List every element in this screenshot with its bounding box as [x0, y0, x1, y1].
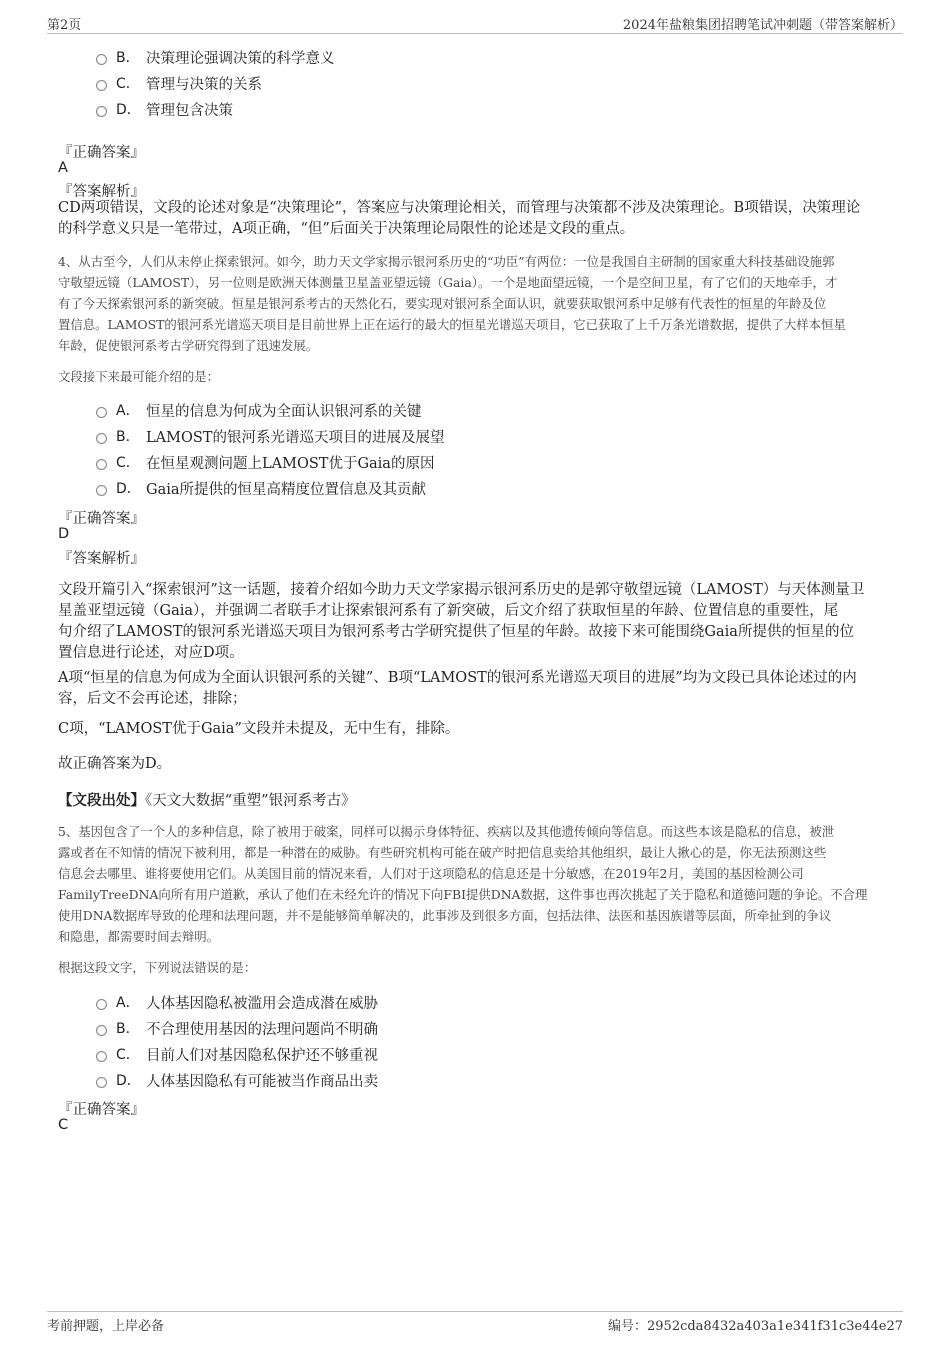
option-q4-c[interactable]: C． 在恒星观测问题上LAMOST优于Gaia的原因: [96, 450, 434, 474]
page-number: 第2页: [47, 18, 82, 33]
q4-answer: D: [58, 526, 70, 542]
document-title: 2024年盐粮集团招聘笔试冲刺题（带答案解析）: [622, 18, 903, 33]
q5-answer-label: 『正确答案』: [58, 1102, 145, 1118]
q4-stem: 4、从古至今，人们从未停止探索银河。如今，助力天文学家揭示银河系历史的“功臣”有两位：一位是我国自主研制的国家重大科技基础设施郭 守敬望远镜（LAMOST），另一位则是欧洲天体测量卫星盖亚望远镜（Gaia）。一个是地面望远镜，一个是空间卫星，有了它们的天地牵手，才 有了今天探索银河系的新突破。恒星是银河系考古的天然化石，要实现对银河系全面认识，就要获取银河系中足够有代表性的恒星的年龄及位 置信息。LAMOST的银河系光谱巡天项目是目前世界上正在运行的最大的恒星光谱巡天项目，它已获取了上千万条光谱数据，提供了大样本恒星 年龄，促使银河系考古学研究得到了迅速发展。: [58, 254, 846, 353]
q5-stem: 5、基因包含了一个人的多种信息，除了被用于破案，同样可以揭示身体特征、疾病以及其他遗传倾向等信息。而这些本该是隐私的信息，被泄 露或者在不知情的情况下被利用，都是一种潜在的威胁。有些研究机构可能在破产时把信息卖给其他组织，最让人揪心的是，你无法预测这些 信息会去哪里、谁将要使用它们。从美国目前的情况来看，人们对于这项隐私的信息还是十分敏感，在2019年2月，美国的基因检测公司 FamilyTreeDNA向所有用户道歉，承认了他们在未经允许的情况下向FBI提供DNA数据，这件事也再次挑起了关于隐私和道德问题的争论。不合理 使用DNA数据库导致的伦理和法理问题，并不是能够简单解决的，此事涉及到很多方面，包括法律、法医和基因族谱等层面，所牵扯到的争议 和隐患，都需要时间去辩明。: [58, 824, 868, 944]
option-text: Gaia所提供的恒星高精度位置信息及其贡献: [146, 481, 427, 498]
radio-icon[interactable]: [96, 80, 107, 91]
radio-icon[interactable]: [96, 485, 107, 496]
q4-source: [58, 789, 356, 810]
radio-icon[interactable]: [96, 407, 107, 418]
option-q3-d[interactable]: D． 管理包含决策: [96, 97, 233, 121]
option-text: 管理包含决策: [146, 102, 233, 119]
footer-slogan: 考前押题，上岸必备: [47, 1319, 165, 1334]
q5-prompt: 根据这段文字，下列说法错误的是：: [58, 960, 257, 975]
q3-analysis-label: 『答案解析』: [58, 184, 145, 200]
option-q4-b[interactable]: B． LAMOST的银河系光谱巡天项目的进展及展望: [96, 424, 444, 448]
option-q3-c[interactable]: C． 管理与决策的关系: [96, 71, 262, 95]
option-q5-c[interactable]: C． 目前人们对基因隐私保护还不够重视: [96, 1042, 378, 1066]
option-text: 目前人们对基因隐私保护还不够重视: [146, 1047, 378, 1064]
page-header: [47, 14, 903, 34]
option-q5-b[interactable]: B． 不合理使用基因的法理问题尚不明确: [96, 1016, 378, 1040]
option-q5-d[interactable]: D． 人体基因隐私有可能被当作商品出卖: [96, 1068, 378, 1092]
option-q5-a[interactable]: A． 人体基因隐私被滥用会造成潜在威胁: [96, 990, 378, 1014]
source-label: 【文段出处】: [58, 792, 145, 809]
option-q4-d[interactable]: D． Gaia所提供的恒星高精度位置信息及其贡献: [96, 476, 426, 500]
q3-answer-label: 『正确答案』: [58, 145, 145, 161]
option-q3-b[interactable]: B． 决策理论强调决策的科学意义: [96, 45, 335, 69]
option-text: 不合理使用基因的法理问题尚不明确: [146, 1021, 378, 1038]
q5-answer: C: [58, 1117, 69, 1133]
q4-analysis-label: 『答案解析』: [58, 551, 145, 567]
radio-icon[interactable]: [96, 459, 107, 470]
radio-icon[interactable]: [96, 1077, 107, 1088]
q4-prompt: 文段接下来最可能介绍的是：: [58, 369, 220, 384]
radio-icon[interactable]: [96, 54, 107, 65]
document-code: 编号：2952cda8432a403a1e341f31c3e44e27: [608, 1319, 903, 1334]
radio-icon[interactable]: [96, 1025, 107, 1036]
option-text: 恒星的信息为何成为全面认识银河系的关键: [146, 403, 422, 420]
option-q4-a[interactable]: A． 恒星的信息为何成为全面认识银河系的关键: [96, 398, 422, 422]
radio-icon[interactable]: [96, 106, 107, 117]
q4-analysis-para3: C项，“LAMOST优于Gaia”文段并未提及，无中生有，排除。: [58, 721, 460, 737]
radio-icon[interactable]: [96, 999, 107, 1010]
q4-answer-label: 『正确答案』: [58, 511, 145, 527]
page-footer: [47, 1311, 903, 1333]
option-text: 人体基因隐私被滥用会造成潜在威胁: [146, 995, 378, 1012]
option-text: 在恒星观测问题上LAMOST优于Gaia的原因: [146, 455, 435, 472]
q3-answer: A: [58, 160, 68, 176]
option-text: 人体基因隐私有可能被当作商品出卖: [146, 1073, 378, 1090]
option-text: LAMOST的银河系光谱巡天项目的进展及展望: [146, 429, 445, 446]
option-text: 管理与决策的关系: [146, 76, 262, 93]
source-text: 《天文大数据“重塑”银河系考古》: [145, 793, 356, 809]
radio-icon[interactable]: [96, 1051, 107, 1062]
q3-analysis: CD两项错误，文段的论述对象是“决策理论”，答案应与决策理论相关，而管理与决策都不涉及决策理论。B项错误，决策理论 的科学意义只是一笔带过，A项正确，“但”后面关于决策理论局限性的论述是文段的重点。: [58, 200, 861, 237]
radio-icon[interactable]: [96, 433, 107, 444]
option-text: 决策理论强调决策的科学意义: [146, 50, 335, 67]
q4-analysis-para1: 文段开篇引入“探索银河”这一话题，接着介绍如今助力天文学家揭示银河系历史的是郭守敬望远镜（LAMOST）与天体测量卫 星盖亚望远镜（Gaia），并强调二者联手才让探索银河系有了新突破，后文介绍了获取恒星的年龄、位置信息的重要性，尾 句介绍了LAMOST的银河系光谱巡天项目为银河系考古学研究提供了恒星的年龄。故接下来可能围绕Gaia所提供的恒星的位 置信息进行论述，对应D项。: [58, 582, 865, 661]
q4-analysis-para2: A项“恒星的信息为何成为全面认识银河系的关键”、B项“LAMOST的银河系光谱巡天项目的进展”均为文段已具体论述过的内 容，后文不会再论述，排除；: [58, 670, 857, 707]
q4-analysis-para4: 故正确答案为D。: [58, 756, 172, 772]
